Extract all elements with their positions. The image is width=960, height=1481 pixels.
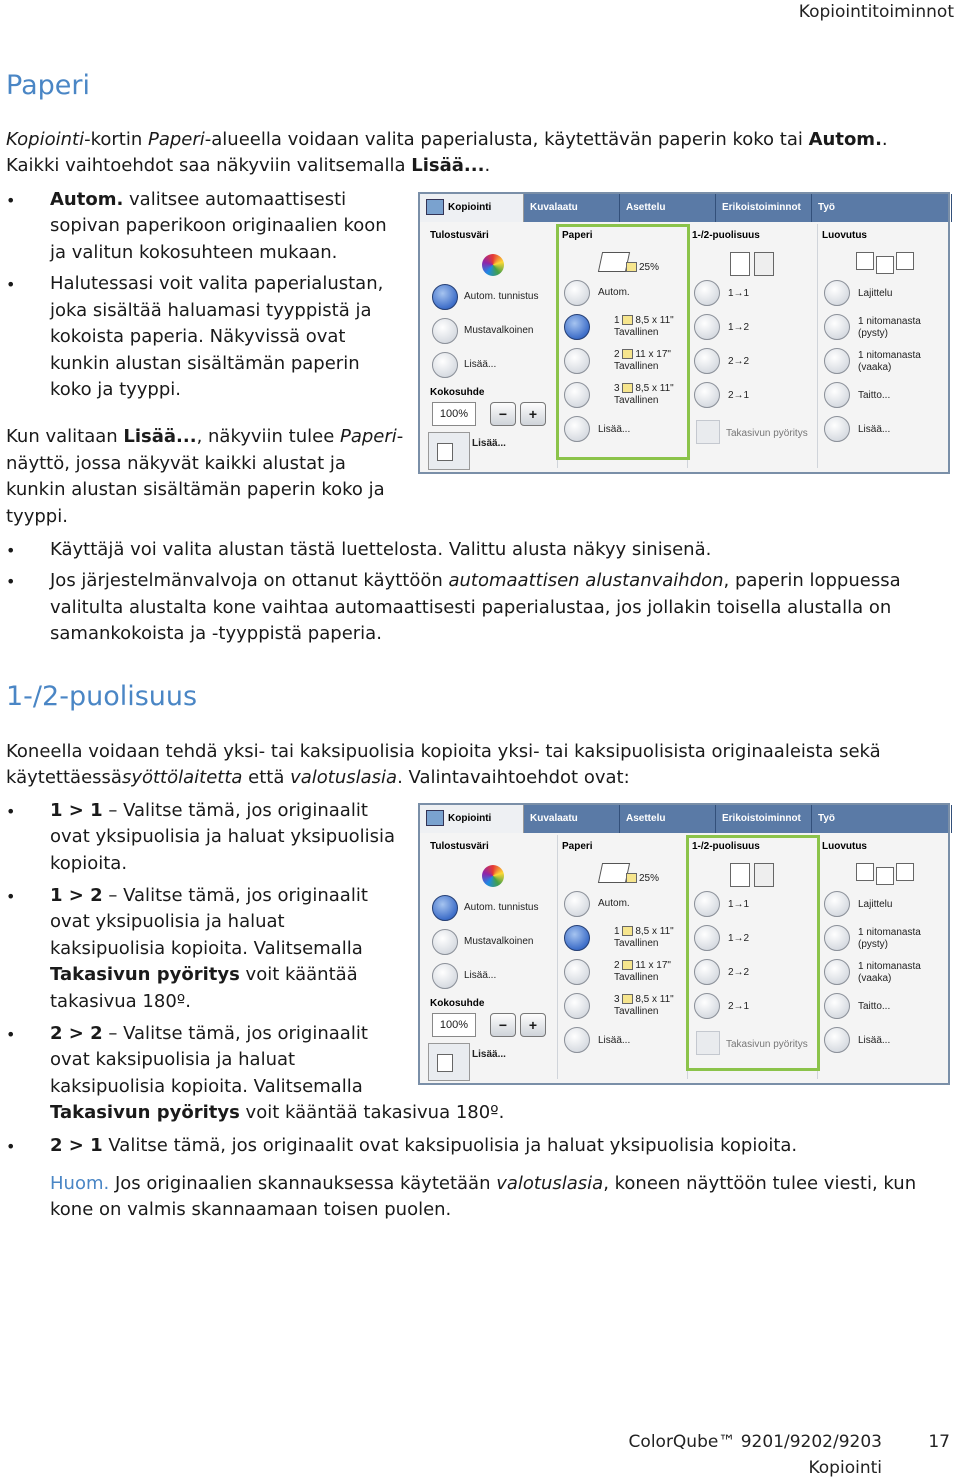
tab-4[interactable]: Työ (812, 805, 952, 833)
color-option-label: Lisää... (464, 970, 497, 981)
duplex-opt2-line1: 1 > 2 – Valitse tämä, jos originaalit (50, 885, 368, 906)
running-header: Kopiointitoiminnot (798, 2, 954, 22)
radio-button[interactable] (824, 348, 850, 374)
duplex-opt3-line4: Takasivun pyöritys voit kääntää takasivua 180º. (50, 1102, 505, 1123)
section-heading-duplex: 1-/2-puolisuus (6, 681, 198, 712)
output-more-label: Lisää... (858, 1035, 891, 1046)
bullet: • (6, 1137, 16, 1156)
bullet: • (6, 191, 16, 210)
radio-button[interactable] (824, 925, 850, 951)
radio-button[interactable] (694, 280, 720, 306)
note-line1: Huom. Jos originaalien skannauksessa käytetään valotuslasia, koneen näyttöön tulee viesti, kun (50, 1173, 917, 1194)
radio-button[interactable] (564, 993, 590, 1019)
output-staple-landscape-sub: (vaaka) (858, 362, 892, 373)
tab-4[interactable]: Työ (812, 194, 952, 222)
column-header: 1-/2-puolisuus (692, 230, 760, 241)
radio-button[interactable] (432, 284, 458, 310)
zoom-value[interactable]: 100% (432, 1013, 476, 1037)
output-staple-landscape: 1 nitomanasta (858, 961, 921, 972)
highlight-frame (686, 835, 820, 1071)
duplex-option-label: 2→1 (728, 390, 750, 401)
radio-button[interactable] (694, 382, 720, 408)
tray-1-size: 1 8,5 x 11" (614, 315, 674, 326)
tab-1[interactable]: Kuvalaatu (524, 194, 620, 222)
tab-3[interactable]: Erikoistoiminnot (716, 805, 812, 833)
column-header: 1-/2-puolisuus (692, 841, 760, 852)
duplex-option-label: 1→2 (728, 322, 750, 333)
copier-ui-screenshot-duplex (418, 803, 950, 1085)
paper-auto-label: Autom. (598, 287, 630, 298)
note-line2: kone on valmis skannaamaan toisen puolen. (50, 1199, 452, 1220)
radio-button[interactable] (824, 993, 850, 1019)
duplex-option-label: 2→2 (728, 356, 750, 367)
duplex-opt1-line2: ovat yksipuolisia ja haluat yksipuolisia (50, 826, 396, 847)
duplex-opt3-line2: ovat kaksipuolisia ja haluat (50, 1049, 296, 1070)
duplex-option-label: 2→1 (728, 1001, 750, 1012)
color-option-label: Mustavalkoinen (464, 936, 534, 947)
column-header: Tulostusväri (430, 841, 489, 852)
paperi-bullet1-line3: ja valitun kokosuhteen mukaan. (50, 242, 338, 263)
zoom-minus-button[interactable]: − (490, 1013, 516, 1037)
duplex-option-label: 2→2 (728, 967, 750, 978)
radio-button[interactable] (824, 1027, 850, 1053)
paper-auto-label: Autom. (598, 898, 630, 909)
output-staple-landscape-sub: (vaaka) (858, 973, 892, 984)
paper-percent: 25% (626, 873, 659, 885)
duplex-opt1-line1: 1 > 1 – Valitse tämä, jos originaalit (50, 800, 368, 821)
paperi-bullet2-line4: kunkin alustan sisältämän paperin (50, 353, 360, 374)
tab-2[interactable]: Asettelu (620, 805, 716, 833)
copier-ui-screenshot-paper (418, 192, 950, 474)
tray-2-type: Tavallinen (614, 972, 659, 983)
output-staple-landscape: 1 nitomanasta (858, 350, 921, 361)
lisaa-para-line1: Kun valitaan Lisää..., näkyviin tulee Paperi- (6, 426, 404, 447)
radio-button[interactable] (824, 891, 850, 917)
zoom-plus-button[interactable]: + (520, 402, 546, 426)
duplex-opt2-line4: Takasivun pyöritys voit kääntää (50, 964, 358, 985)
duplex-opt1-line3: kopioita. (50, 853, 128, 874)
tray-1-type: Tavallinen (614, 938, 659, 949)
paperi-intro-line2: Kaikki vaihtoehdot saa näkyviin valitsemalla Lisää.... (6, 155, 491, 176)
reduce-enlarge-label: Kokosuhde (430, 387, 485, 398)
duplex-intro-line1: Koneella voidaan tehdä yksi- tai kaksipuolisia kopioita yksi- tai kaksipuolisista originaaleista sekä (6, 741, 881, 762)
note-label: Huom. (50, 1173, 110, 1194)
color-wheel-icon (482, 865, 504, 887)
radio-button[interactable] (694, 314, 720, 340)
bullet: • (6, 541, 16, 560)
output-more-label: Lisää... (858, 424, 891, 435)
output-staple-portrait: 1 nitomanasta (858, 927, 921, 938)
bullet: • (6, 572, 16, 591)
zoom-value[interactable]: 100% (432, 402, 476, 426)
column-header: Luovutus (822, 230, 867, 241)
radio-button[interactable] (824, 382, 850, 408)
footer-section: Kopiointi (808, 1458, 882, 1478)
zoom-minus-button[interactable]: − (490, 402, 516, 426)
duplex-option-label: 1→1 (728, 288, 750, 299)
column-header: Tulostusväri (430, 230, 489, 241)
radio-button[interactable] (824, 280, 850, 306)
paperi-intro-line1: Kopiointi-kortin Paperi-alueella voidaan valita paperialusta, käytettävän paperin koko tai Autom.. (6, 129, 888, 150)
output-staple-portrait-sub: (pysty) (858, 939, 888, 950)
output-fold-label: Taitto... (858, 390, 891, 401)
radio-button[interactable] (824, 314, 850, 340)
tray-3-type: Tavallinen (614, 1006, 659, 1017)
radio-button[interactable] (564, 959, 590, 985)
duplex-intro-line2: käytettäessäsyöttölaitetta että valotuslasia. Valintavaihtoehdot ovat: (6, 767, 630, 788)
tray-icon (622, 960, 633, 970)
tab-3[interactable]: Erikoistoiminnot (716, 194, 812, 222)
output-icon (876, 867, 894, 885)
radio-button[interactable] (564, 891, 590, 917)
copy-icon (426, 199, 444, 215)
paperi-bullet3: Käyttäjä voi valita alustan tästä luettelosta. Valittu alusta näkyy sinisenä. (50, 539, 712, 560)
duplex-option-label: 1→1 (728, 899, 750, 910)
paperi-bullet4-line1: Jos järjestelmänvalvoja on ottanut käyttöön automaattisen alustanvaihdon, paperin loppuessa (50, 570, 901, 591)
duplex-icon (730, 252, 750, 276)
rotate-side-label: Takasivun pyöritys (726, 1039, 808, 1050)
lisaa-para-line4: tyyppi. (6, 506, 68, 527)
radio-button[interactable] (432, 318, 458, 344)
bullet: • (6, 275, 16, 294)
reduce-more-label: Lisää... (472, 1049, 506, 1060)
duplex-icon (754, 252, 774, 276)
tray-icon (622, 994, 633, 1004)
paperi-bullet2-line5: koko ja tyyppi. (50, 379, 182, 400)
lisaa-para-line3: kunkin alustan sisältämän paperin koko ja (6, 479, 385, 500)
output-fold-label: Taitto... (858, 1001, 891, 1012)
page-number: 17 (928, 1432, 950, 1452)
radio-button[interactable] (432, 352, 458, 378)
output-staple-portrait: 1 nitomanasta (858, 316, 921, 327)
output-icon (856, 863, 874, 881)
radio-button[interactable] (432, 963, 458, 989)
paperi-bullet1-line2: sopivan paperikoon originaalien koon (50, 215, 387, 236)
rotate-side-checkbox[interactable] (696, 420, 720, 444)
output-icon (876, 256, 894, 274)
column-divider (817, 224, 818, 468)
output-icon (856, 252, 874, 270)
section-heading-paperi: Paperi (6, 70, 90, 101)
output-staple-portrait-sub: (pysty) (858, 328, 888, 339)
footer-product: ColorQube™ 9201/9202/9203 (628, 1432, 882, 1452)
color-wheel-icon (482, 254, 504, 276)
tray-2-size: 2 11 x 17" (614, 349, 671, 360)
paper-more-label: Lisää... (598, 1035, 631, 1046)
paperi-bullet4-line2: valitulta alustalta kone vaihtaa automaattisesti paperialustaa, jos jollakin toisella alustalla on (50, 597, 892, 618)
rotate-side-label: Takasivun pyöritys (726, 428, 808, 439)
reduce-more-label: Lisää... (472, 438, 506, 449)
paperi-bullet2-line3: kokoista paperia. Näkyvissä ovat (50, 326, 346, 347)
copy-icon (426, 810, 444, 826)
tray-3-size: 3 8,5 x 11" (614, 383, 674, 394)
paper-level-icon (626, 873, 637, 883)
duplex-opt4: 2 > 1 Valitse tämä, jos originaalit ovat kaksipuolisia ja haluat yksipuolisia kopioita. (50, 1135, 798, 1156)
tab-0[interactable]: Kopiointi (420, 194, 524, 222)
duplex-opt2-line5: takasivua 180º. (50, 991, 191, 1012)
duplex-option-label: 1→2 (728, 933, 750, 944)
reduce-enlarge-label: Kokosuhde (430, 998, 485, 1009)
output-icon (896, 863, 914, 881)
reduce-more-button[interactable] (428, 1043, 470, 1081)
paper-more-label: Lisää... (598, 424, 631, 435)
radio-button[interactable] (432, 929, 458, 955)
zoom-plus-button[interactable]: + (520, 1013, 546, 1037)
paperi-bullet4-line3: samankokoista ja -tyyppistä paperia. (50, 623, 382, 644)
color-option-label: Autom. tunnistus (464, 291, 539, 302)
color-option-label: Autom. tunnistus (464, 902, 539, 913)
tray-3-size: 3 8,5 x 11" (614, 994, 674, 1005)
output-icon (896, 252, 914, 270)
radio-button[interactable] (824, 959, 850, 985)
tray-icon (622, 926, 633, 936)
radio-button[interactable] (694, 348, 720, 374)
radio-button[interactable] (564, 1027, 590, 1053)
bullet: • (6, 887, 16, 906)
radio-button[interactable] (824, 416, 850, 442)
paperi-bullet2-line1: Halutessasi voit valita paperialustan, (50, 273, 384, 294)
reduce-more-button[interactable] (428, 432, 470, 470)
document-icon (437, 443, 453, 461)
tray-2-size: 2 11 x 17" (614, 960, 671, 971)
tab-2[interactable]: Asettelu (620, 194, 716, 222)
radio-button[interactable] (564, 925, 590, 951)
column-header: Luovutus (822, 841, 867, 852)
tray-3-type: Tavallinen (614, 395, 659, 406)
tab-0[interactable]: Kopiointi (420, 805, 524, 833)
tray-1-type: Tavallinen (614, 327, 659, 338)
bullet: • (6, 802, 16, 821)
paperi-bullet2-line2: joka sisältää haluamasi tyyppistä ja (50, 300, 372, 321)
output-collate-label: Lajittelu (858, 899, 893, 910)
color-option-label: Mustavalkoinen (464, 325, 534, 336)
column-divider (557, 835, 558, 1079)
tab-1[interactable]: Kuvalaatu (524, 805, 620, 833)
highlight-frame (556, 224, 690, 460)
duplex-opt2-line2: ovat yksipuolisia ja haluat (50, 911, 285, 932)
bullet: • (6, 1025, 16, 1044)
column-header: Paperi (562, 841, 593, 852)
lisaa-para-line2: näyttö, jossa näkyvät kaikki alustat ja (6, 453, 346, 474)
document-icon (437, 1054, 453, 1072)
column-header: Paperi (562, 230, 593, 241)
duplex-opt2-line3: kaksipuolisia kopioita. Valitsemalla (50, 938, 363, 959)
paperi-bullet1-line1: Autom. valitsee automaattisesti (50, 189, 347, 210)
duplex-opt3-line3: kaksipuolisia kopioita. Valitsemalla (50, 1076, 363, 1097)
radio-button[interactable] (432, 895, 458, 921)
output-collate-label: Lajittelu (858, 288, 893, 299)
tray-1-size: 1 8,5 x 11" (614, 926, 674, 937)
paper-percent: 25% (626, 262, 659, 274)
tray-2-type: Tavallinen (614, 361, 659, 372)
color-option-label: Lisää... (464, 359, 497, 370)
duplex-opt3-line1: 2 > 2 – Valitse tämä, jos originaalit (50, 1023, 368, 1044)
